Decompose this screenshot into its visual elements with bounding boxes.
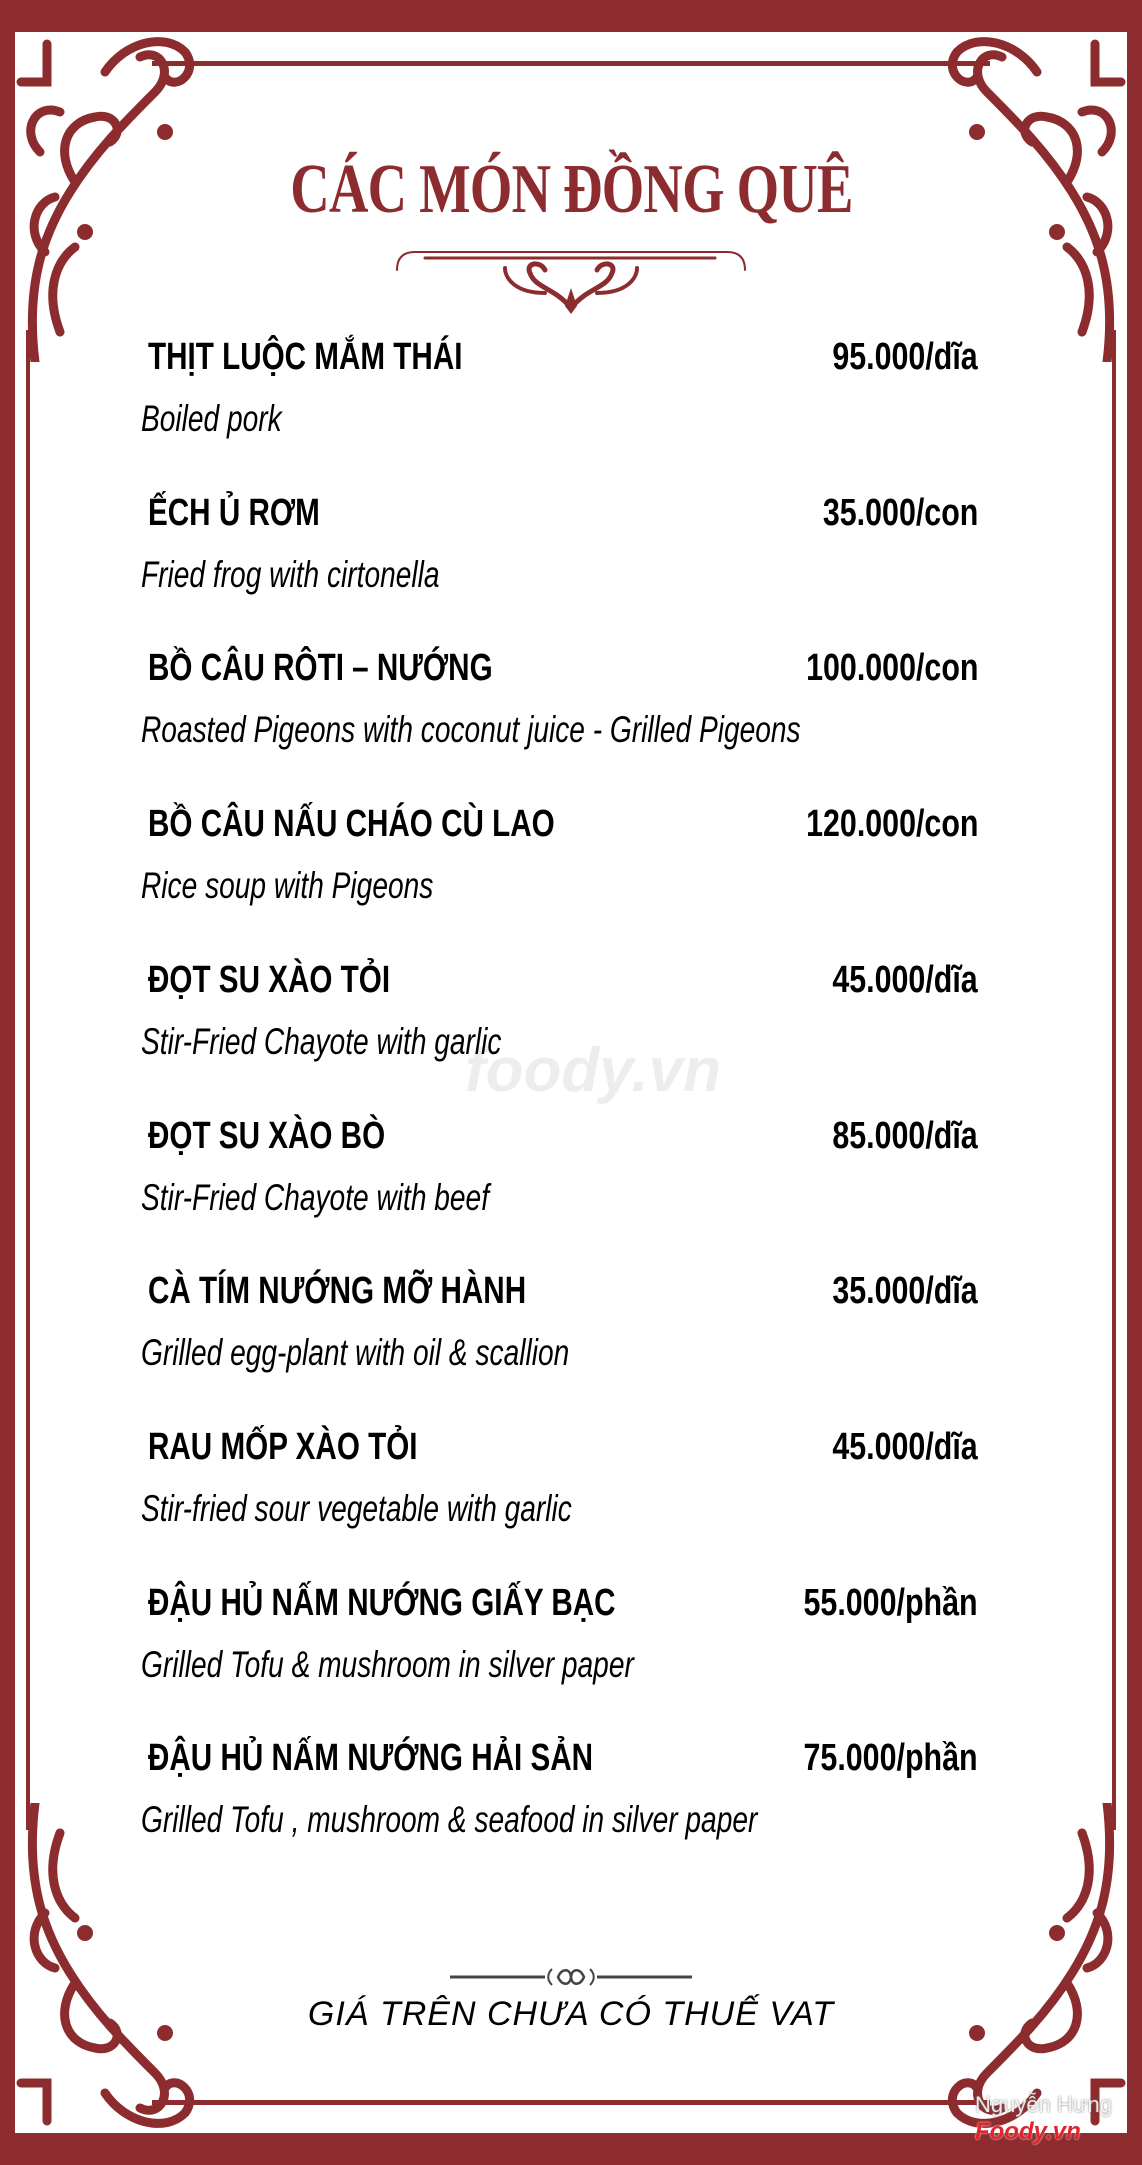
item-description: Stir-Fried Chayote with garlic [141,1020,502,1062]
corner-ornament-icon [927,1803,1127,2133]
item-price: 45.000/dĩa [832,958,978,1001]
item-description: Grilled Tofu & mushroom in silver paper [141,1643,634,1685]
frame-line-left [26,330,30,1830]
item-description: Grilled egg-plant with oil & scallion [141,1332,570,1374]
item-name: BỒ CÂU RÔTI – NƯỚNG [148,647,493,690]
watermark-corner [975,2092,1112,2146]
item-description: Rice soup with Pigeons [141,865,434,907]
item-description: Fried frog with cirtonella [141,553,440,595]
corner-ornament-icon [15,1803,215,2133]
item-price: 100.000/con [805,647,978,690]
page-title [0,150,1142,230]
item-price: 85.000/dĩa [832,1114,978,1157]
item-price: 95.000/dĩa [832,336,978,378]
item-price: 35.000/dĩa [832,1270,978,1313]
item-name: ĐỌT SU XÀO TỎI [148,958,391,1001]
item-description: Roasted Pigeons with coconut juice - Grilled Pigeons [141,709,801,751]
item-price: 55.000/phần [803,1581,978,1624]
item-name: ẾCH Ủ RƠM [148,491,320,534]
watermark-user: Nguyễn Hưng [974,2092,1112,2117]
item-name: BỒ CÂU NẤU CHÁO CÙ LAO [148,803,555,846]
item-price: 120.000/con [805,803,978,846]
item-price: 75.000/phần [803,1737,978,1780]
vat-note: GIÁ TRÊN CHƯA CÓ THUẾ VAT [307,1995,835,2033]
frame-line-right [1112,330,1116,1830]
item-name: ĐẬU HỦ NẤM NƯỚNG GIẤY BẠC [148,1581,616,1624]
frame-line-bottom [152,2100,990,2105]
frame-line-top [372,61,772,66]
watermark-brand: Foody.vn [974,2118,1081,2145]
item-name: ĐỌT SU XÀO BÒ [148,1114,386,1157]
item-price: 35.000/con [822,491,978,534]
footer-divider-ornament-icon [450,1966,692,1988]
item-description: Grilled Tofu , mushroom & seafood in silver paper [141,1799,758,1841]
item-description: Stir-Fried Chayote with beef [141,1176,490,1218]
item-name: CÀ TÍM NƯỚNG MỠ HÀNH [148,1270,527,1313]
item-price: 45.000/dĩa [832,1425,978,1468]
item-name: THỊT LUỘC MẮM THÁI [148,336,463,378]
item-description: Boiled pork [141,398,282,439]
page-title-text: CÁC MÓN ĐỒNG QUÊ [289,151,853,228]
item-description: Stir-fried sour vegetable with garlic [141,1487,572,1529]
title-divider-ornament-icon [395,248,747,316]
watermark-center: foody.vn [465,1036,722,1105]
item-name: ĐẬU HỦ NẤM NƯỚNG HẢI SẢN [148,1737,594,1780]
item-name: RAU MỐP XÀO TỎI [148,1425,418,1468]
